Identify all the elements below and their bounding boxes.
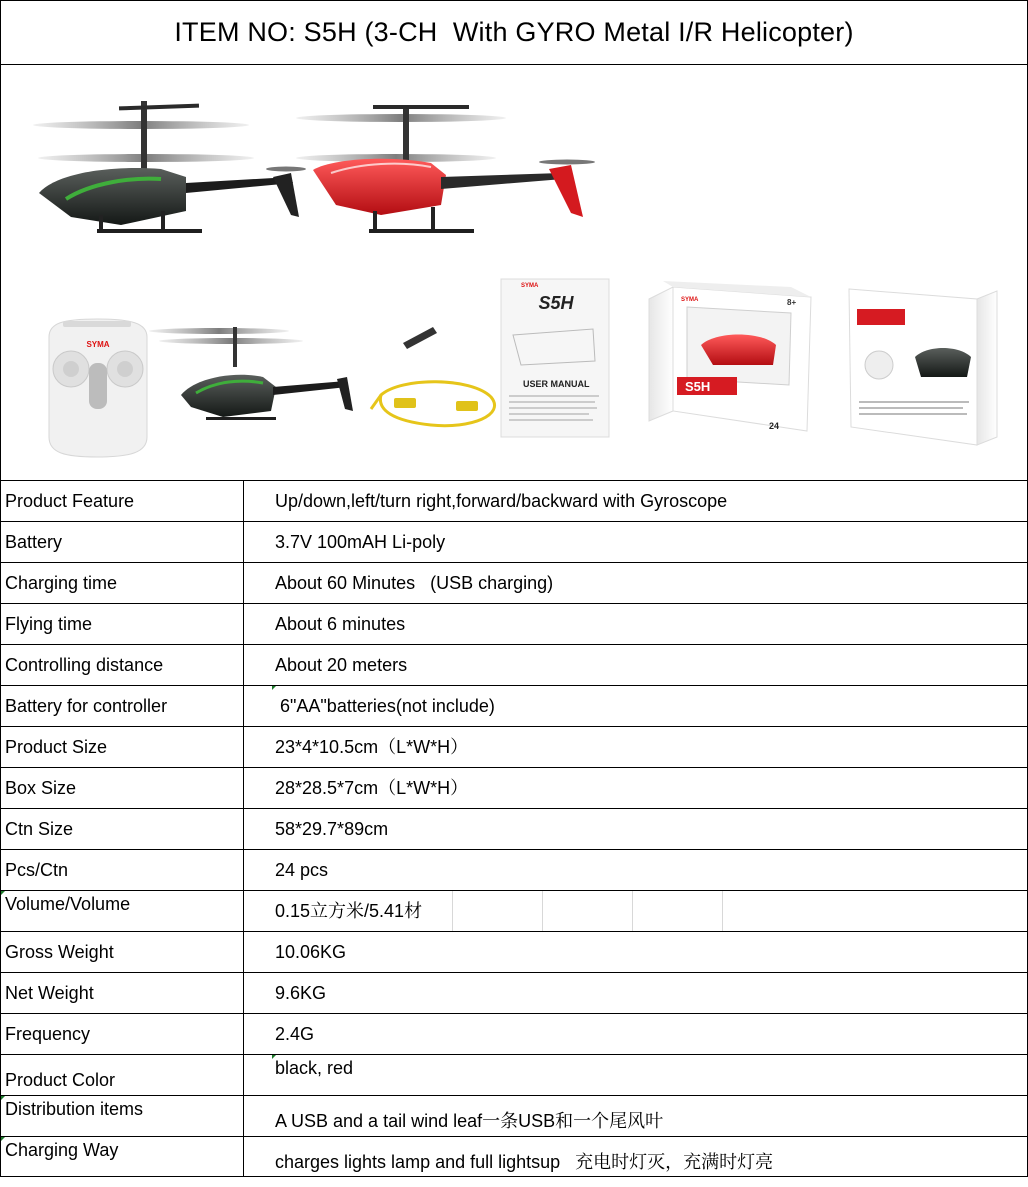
spec-label: Distribution items	[1, 1096, 244, 1136]
product-photo	[1, 65, 1027, 480]
spec-row-product-size	[1, 727, 1027, 768]
cell-comment-marker	[272, 1055, 276, 1059]
spec-value: About 6 minutes	[275, 614, 406, 634]
spec-value: 3.7V 100mAH Li-poly	[275, 532, 446, 552]
manual-brand-label: SYMA	[521, 283, 539, 289]
spec-value: About 20 meters	[275, 655, 408, 675]
spec-label: Controlling distance	[1, 645, 244, 685]
spec-value: A USB and a tail wind leaf一条USB和一个尾风叶	[275, 1111, 664, 1131]
spec-value: Up/down,left/turn right,forward/backward with Gyroscope	[275, 491, 728, 511]
spec-value: 28*28.5*7cm（L*W*H）	[275, 778, 469, 798]
spec-row-frequency	[1, 1014, 1027, 1055]
manual-title-label: USER MANUAL	[523, 379, 590, 389]
spec-label: Charging time	[1, 563, 244, 603]
empty-subcells	[452, 891, 812, 931]
spec-value: 23*4*10.5cm（L*W*H）	[275, 737, 469, 757]
black-helicopter-small	[149, 327, 353, 420]
box-count-label: 24	[769, 421, 780, 431]
spec-value: 24 pcs	[275, 860, 329, 880]
cell-comment-marker	[1, 1137, 5, 1141]
spec-row-product-color	[1, 1055, 1027, 1096]
spec-row-gross-weight	[1, 932, 1027, 973]
spec-row-charging-way	[1, 1137, 1027, 1177]
spec-row-distribution-items	[1, 1096, 1027, 1137]
spare-tail-rotor	[403, 327, 437, 349]
remote-brand-label: SYMA	[86, 340, 110, 349]
spec-value: 6"AA"batteries(not include)	[275, 696, 495, 716]
spec-value: 9.6KG	[275, 983, 327, 1003]
spec-value: 0.15立方米/5.41材	[275, 901, 423, 921]
spec-label: Pcs/Ctn	[1, 850, 244, 890]
spec-value: black, red	[275, 1058, 354, 1078]
cell-comment-marker	[1, 891, 5, 895]
spec-label: Box Size	[1, 768, 244, 808]
usb-cable	[371, 382, 495, 426]
spec-row-product-feature	[1, 481, 1027, 522]
spec-label: Product Size	[1, 727, 244, 767]
page-title: ITEM NO: S5H (3-CH With GYRO Metal I/R Helicopter)	[174, 17, 854, 47]
box-brand-label: SYMA	[681, 297, 699, 303]
product-image-area	[1, 65, 1027, 481]
spec-label: Product Color	[1, 1055, 244, 1095]
manual-model-label: S5H	[538, 293, 574, 313]
cell-comment-marker	[1, 1096, 5, 1100]
spec-row-net-weight	[1, 973, 1027, 1014]
title-row	[1, 1, 1027, 65]
spec-label: Net Weight	[1, 973, 244, 1013]
spec-value: 10.06KG	[275, 942, 347, 962]
spec-label: Gross Weight	[1, 932, 244, 972]
spec-row-charging-time	[1, 563, 1027, 604]
spec-label: Battery for controller	[1, 686, 244, 726]
red-helicopter-large	[296, 105, 595, 233]
spec-row-ctn-size	[1, 809, 1027, 850]
spec-row-flying-time	[1, 604, 1027, 645]
spec-label: Flying time	[1, 604, 244, 644]
spec-label: Frequency	[1, 1014, 244, 1054]
box-age-label: 8+	[787, 298, 797, 307]
user-manual	[501, 279, 609, 437]
black-helicopter-large	[33, 101, 306, 233]
spec-label: Charging Way	[1, 1137, 244, 1177]
spec-row-controlling-distance	[1, 645, 1027, 686]
cell-comment-marker	[272, 686, 276, 690]
spec-table	[1, 481, 1027, 1177]
spec-label: Product Feature	[1, 481, 244, 521]
box-model-label: S5H	[685, 379, 711, 394]
spec-label: Battery	[1, 522, 244, 562]
spec-row-box-size	[1, 768, 1027, 809]
spec-row-battery	[1, 522, 1027, 563]
remote-controller	[49, 319, 147, 457]
spec-row-pcs-ctn	[1, 850, 1027, 891]
green-product-box	[849, 289, 997, 445]
spec-value: charges lights lamp and full lightsup 充电时灯灭，充满时灯亮	[275, 1152, 774, 1172]
spec-row-battery-for-controller	[1, 686, 1027, 727]
spec-label: Ctn Size	[1, 809, 244, 849]
red-product-box	[649, 281, 811, 431]
spec-value: 2.4G	[275, 1024, 315, 1044]
spec-value: 58*29.7*89cm	[275, 819, 389, 839]
spec-value: About 60 Minutes (USB charging)	[275, 573, 554, 593]
spec-row-volume	[1, 891, 1027, 932]
spec-label: Volume/Volume	[1, 891, 244, 931]
